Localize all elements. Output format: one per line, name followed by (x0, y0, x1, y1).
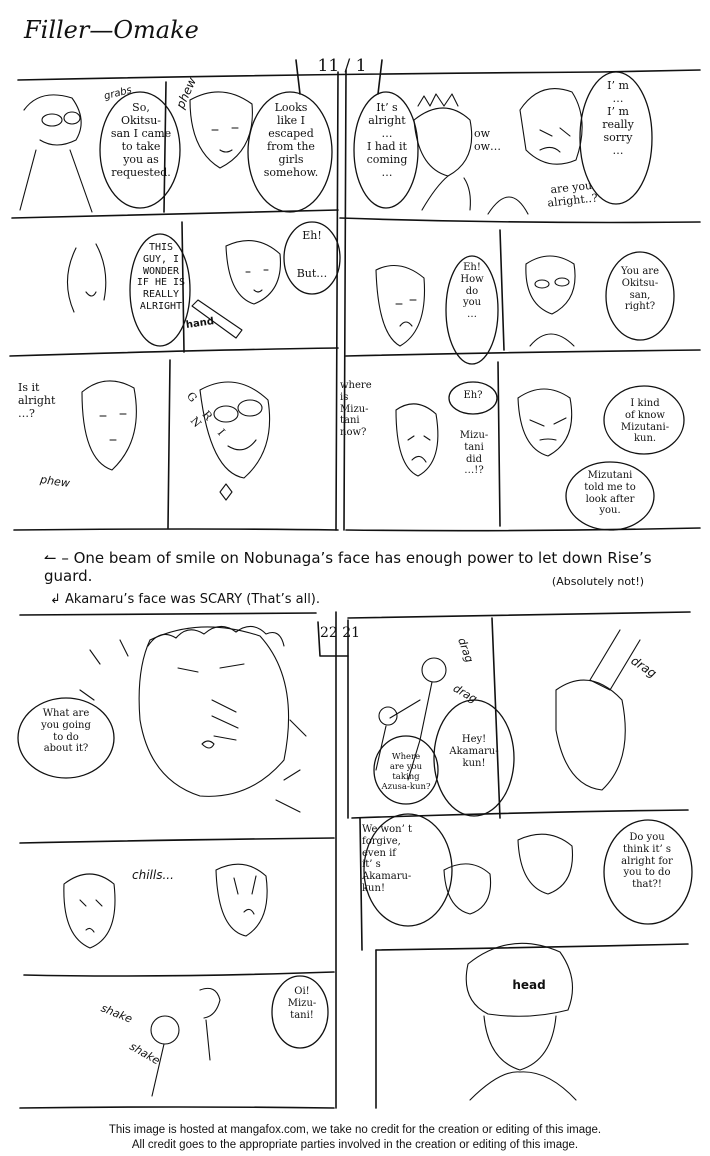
text-is-it-alright: Is it alright …? (18, 381, 56, 420)
sfx-grin: G R I N (183, 389, 232, 443)
sfx-ow-ow: ow ow… (474, 127, 502, 153)
sfx-drag-3: drag (628, 653, 660, 681)
sfx-phew-2: phew (39, 473, 71, 491)
bubble-wont-forgive: We won’ t forgive, even if it’ s Akamaru- kun! (362, 824, 412, 894)
page-number-top: 11 / 1 (317, 56, 367, 76)
bubble-it-s-alright: It’ s alright … I had it coming … (366, 101, 408, 179)
sfx-grabs: grabs (102, 84, 133, 103)
speech-bubbles-bottom (18, 698, 692, 1048)
sketch-characters-bottom (64, 626, 640, 1100)
bubble-told-me: Mizutani told me to look after you. (584, 470, 636, 517)
footer-hosted-notice: This image is hosted at mangafox.com, we take no credit for the creation or editing of this image. (108, 1124, 602, 1136)
text-are-you-alright: are you alright..? (546, 178, 599, 210)
bubble-okitsu-right: You are Okitsu- san, right? (620, 266, 660, 313)
bubble-hey-akamaru: Hey! Akamaru- kun! (449, 734, 499, 769)
bubble-what-are-you-going-to-do: What are you going to do about it? (41, 708, 91, 755)
sfx-hand: hand (185, 316, 215, 331)
sfx-phew: phew (173, 75, 200, 111)
bubble-where-are-you-taking: Where are you taking Azusa-kun? (381, 752, 431, 793)
translator-note-aside: (Absolutely not!) (551, 575, 645, 588)
footer-credit-notice: All credit goes to the appropriate parties involved in the creation or editing of this image. (131, 1139, 579, 1151)
bubble-oi-mizutani: Oi! Mizu- tani! (287, 986, 317, 1021)
translator-note-smile: ↼ – One beam of smile on Nobunaga’s face has enough power to let down Rise’s guard. (44, 549, 652, 585)
translator-note-scary: ↲ Akamaru’s face was SCARY (That’s all). (50, 592, 321, 607)
sfx-shake-2: shake (127, 1039, 163, 1068)
bubble-do-you-think: Do you think it’ s alright for you to do that?! (621, 832, 673, 891)
bubble-okitsu-request: So, Okitsu- san I came to take you as requested. (110, 101, 172, 179)
bubble-but: But… (296, 267, 328, 280)
page-title: Filler—Omake (24, 16, 199, 44)
bubble-eh: Eh! (302, 229, 322, 242)
sfx-shake-1: shake (99, 1001, 135, 1026)
bubble-escaped: Looks like I escaped from the girls somehow. (263, 101, 319, 179)
bubble-eh-how-do-you: Eh! How do you … (460, 262, 484, 321)
bubble-sorry: I’ m … I’ m really sorry … (602, 79, 634, 157)
sfx-drag-1: drag (455, 636, 476, 665)
text-where-is-mizutani: where is Mizu- tani now? (340, 380, 372, 439)
page-number-bottom: 22 21 (320, 625, 361, 641)
sfx-chills: chills... (132, 868, 174, 882)
sfx-drag-2: drag (450, 681, 480, 706)
text-mizutani-did: Mizu- tani did …!? (459, 430, 489, 477)
sfx-head: head (512, 978, 546, 992)
bubble-eh-2: Eh? (463, 390, 483, 401)
bubble-kind-of-know: I kind of know Mizutani- kun. (620, 398, 670, 445)
panel-borders-bottom (20, 612, 690, 1108)
bubble-this-guy: THIS GUY, I WONDER IF HE IS REALLY ALRIGHT (136, 242, 186, 312)
